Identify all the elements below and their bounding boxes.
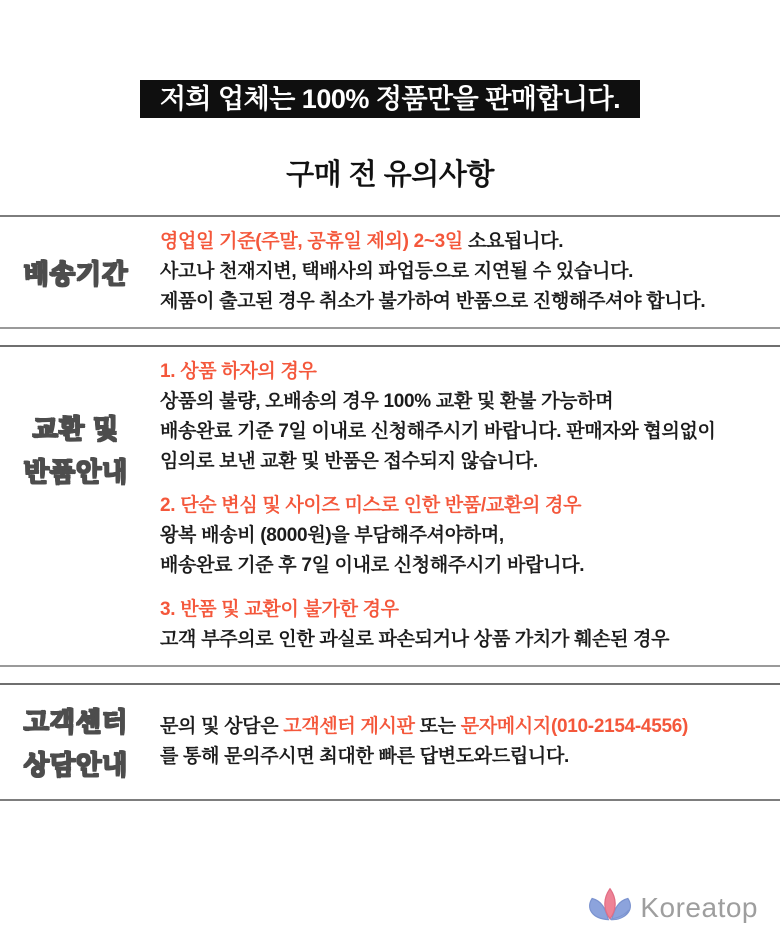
highlighted-text: 고객센터 게시판 — [283, 716, 415, 737]
section-label-line: 상담안내 — [23, 750, 129, 780]
highlighted-text: 3. 반품 및 교환이 불가한 경우 — [160, 599, 399, 620]
notice-line — [160, 595, 770, 625]
section-content-shipping-period — [152, 217, 780, 327]
notice-line — [160, 227, 770, 257]
notice-line — [160, 257, 770, 287]
authenticity-banner — [140, 80, 640, 118]
section-divider — [0, 665, 780, 685]
body-text: 임의로 보낸 교환 및 반품은 접수되지 않습니다. — [160, 451, 538, 472]
logo-text: Koreatop — [640, 891, 758, 923]
notice-line — [160, 447, 770, 477]
section-label-line: 반품안내 — [23, 457, 129, 487]
notice-line — [160, 712, 770, 742]
body-text: 문의 및 상담은 — [160, 716, 284, 737]
notice-line — [160, 491, 770, 521]
section-label-shipping-period — [0, 254, 152, 291]
notice-block — [160, 357, 770, 477]
section-customer-service — [0, 685, 780, 799]
notice-block — [160, 227, 770, 317]
body-text: 또는 — [414, 716, 461, 737]
divider-bottom — [0, 799, 780, 801]
body-text: 사고나 천재지변, 택배사의 파업등으로 지연될 수 있습니다. — [160, 261, 634, 282]
notice-block — [160, 491, 770, 581]
body-text: 고객 부주의로 인한 과실로 파손되거나 상품 가치가 훼손된 경우 — [160, 629, 670, 650]
section-label-line: 배송기간 — [23, 258, 129, 289]
section-exchange-return — [0, 347, 780, 665]
page-title: 구매 전 유의사항 — [286, 159, 494, 191]
notice-line — [160, 742, 770, 772]
highlighted-text: 2. 단순 변심 및 사이즈 미스로 인한 반품/교환의 경우 — [160, 495, 582, 516]
notice-line — [160, 287, 770, 317]
notice-page — [0, 80, 780, 938]
section-content-customer-service — [152, 702, 780, 782]
section-label-line: 교환 및 — [32, 414, 120, 444]
section-label-customer-service — [0, 702, 152, 782]
body-text: 소요됩니다. — [462, 231, 564, 252]
body-text: 배송완료 기준 후 7일 이내로 신청해주시기 바랍니다. — [160, 555, 585, 576]
notice-block — [160, 712, 770, 772]
highlighted-text: 영업일 기준(주말, 공휴일 제외) 2~3일 — [160, 231, 463, 252]
notice-line — [160, 357, 770, 387]
body-text: 상품의 불량, 오배송의 경우 100% 교환 및 환불 가능하며 — [160, 391, 614, 412]
section-shipping-period — [0, 217, 780, 327]
notice-line — [160, 551, 770, 581]
notice-line — [160, 521, 770, 551]
notice-block — [160, 595, 770, 655]
authenticity-banner-text: 저희 업체는 100% 정품만을 판매합니다. — [159, 84, 621, 114]
section-divider — [0, 327, 780, 347]
section-label-line: 고객센터 — [23, 707, 129, 737]
highlighted-text: 문자메시지(010-2154-4556) — [460, 716, 689, 737]
body-text: 왕복 배송비 (8000원)을 부담해주셔야하며, — [160, 525, 504, 546]
body-text: 를 통해 문의주시면 최대한 빠른 답변도와드립니다. — [160, 746, 570, 767]
body-text: 제품이 출고된 경우 취소가 불가하여 반품으로 진행해주셔야 합니다. — [160, 291, 706, 312]
koreatop-logo — [584, 885, 758, 930]
body-text: 배송완료 기준 7일 이내로 신청해주시기 바랍니다. 판매자와 협의없이 — [160, 421, 716, 442]
section-label-exchange-return — [0, 409, 152, 489]
highlighted-text: 1. 상품 하자의 경우 — [160, 361, 317, 382]
notice-line — [160, 625, 770, 655]
notice-line — [160, 417, 770, 447]
lotus-flower-icon — [584, 885, 636, 930]
section-content-exchange-return — [152, 347, 780, 665]
notice-line — [160, 387, 770, 417]
notice-sections — [0, 215, 780, 801]
